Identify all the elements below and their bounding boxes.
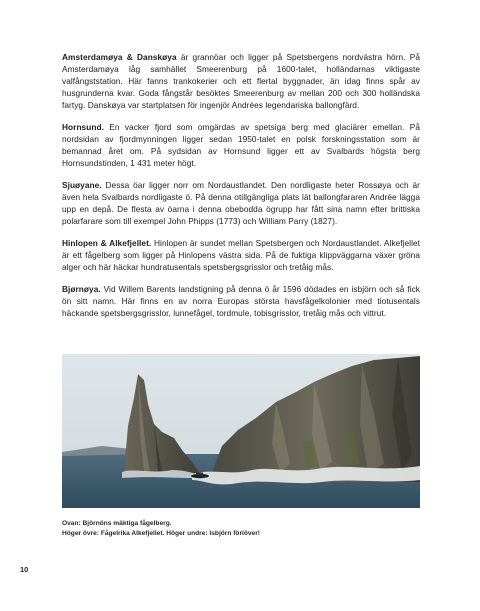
- photo-caption: [62, 519, 422, 539]
- article-body: [62, 51, 420, 329]
- paragraph-sjuoyane: [62, 179, 420, 227]
- caption-line: Ovan: Björnöns mäktiga fågelberg.: [62, 520, 172, 527]
- page-number: 10: [20, 565, 29, 574]
- bird-cliff-photo: [62, 354, 420, 508]
- paragraph-heading: Bjørnøya.: [62, 284, 101, 294]
- paragraph-heading: Hornsund.: [62, 122, 104, 132]
- paragraph-text: Vid Willem Barents landstigning på denna ö år 1596 dödades en isbjörn och så fick ön sitt namn. Här finns en av norra Europas största havsfågelkolonier med tiotusentals häckande spetsbergsgrisslor, lunnefågel, tordmule, tobisgrisslor, tretåig mås och vittrut.: [62, 284, 420, 318]
- paragraph-hornsund: [62, 121, 420, 169]
- paragraph-text: En vacker fjord som omgärdas av spetsiga berg med glaciärer emellan. På nordsidan av fjordmynningen ligger sedan 1950-talet en polsk forskningsstation som är bemannad året om. På sydsidan av Hornsund ligger ett av Svalbards högsta berg Hornsundstinden, 1 431 meter högt.: [62, 122, 420, 168]
- paragraph-heading: Amsterdamøya & Danskøya: [62, 52, 177, 62]
- paragraph-amsterdamoya: [62, 51, 420, 111]
- paragraph-heading: Hinlopen & Alkefjellet.: [62, 238, 152, 248]
- paragraph-text: är grannöar och ligger på Spetsbergens nordvästra hörn. På Amsterdamøya låg samhället Smeerenburg på 1600-talet, holländarnas viktigaste valfångststation. Här fanns trankokerier och ett flertal byggnader, än idag finns spår av husgrunderna kvar. Goda fångstår besöktes Smeerenburg av mellan 200 och 300 holländska fartyg. Danskøya var startplatsen för ingenjör Andrées legendariska ballongfärd.: [62, 52, 420, 110]
- caption-line: Höger övre: Fågelrika Alkefjellet. Höger undre: Isbjörn förlöver!: [62, 530, 260, 537]
- paragraph-text: Dessa öar ligger norr om Nordaustlandet. Den nordligaste heter Rossøya och är även hela Svalbards nordligaste ö. På denna otillgängliga plats lät ballongfararen Andrée lägga upp en depå. De flesta av öarna i denna obebodda ögrupp har fått sina namn efter brittiska polarfarare som till exempel John Phipps (1773) och William Parry (1827).: [62, 180, 420, 226]
- paragraph-bjornoya: [62, 283, 420, 319]
- paragraph-heading: Sjuøyane.: [62, 180, 102, 190]
- paragraph-text: Hinlopen är sundet mellan Spetsbergen och Nordaustlandet. Alkefjellet är ett fågelberg som ligger på Hinlopens västra sida. På de fuktiga klippväggarna växer gröna alger och här häckar hundratusentals spetsbergsgrisslor och tretåig mås.: [62, 238, 420, 272]
- paragraph-hinlopen: [62, 237, 420, 273]
